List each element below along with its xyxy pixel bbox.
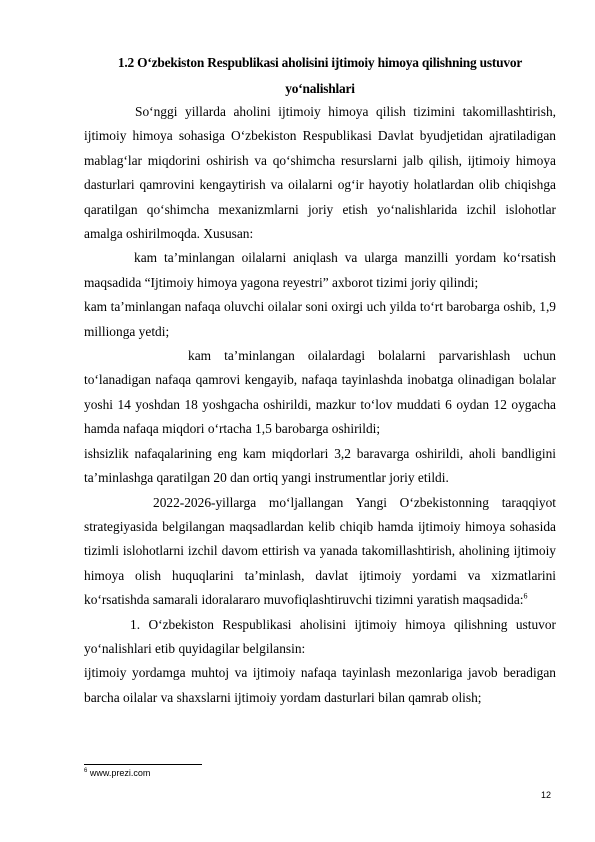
paragraph-child-allowance: kam ta’minlangan oilalardagi bolalarni parvarishlash uchun to‘lanadigan nafaqa qamrovi kengayib, nafaqa tayinlashda inobatga olinadigan bolalar yoshi 14 yoshdan 18 yoshgacha oshirildi, mazkur to‘lov muddati 6 oydan 12 oygacha hamda nafaqa miqdori o‘rtacha 1,5 barobarga oshirildi; [84,348,556,437]
paragraph-coverage: ijtimoiy yordamga muhtoj va ijtimoiy nafaqa tayinlash mezonlariga javob beradigan barcha oilalar va shaxslarni ijtimoiy yordam dasturlari bilan qamrab olish; [84,665,556,705]
footnote-reference: 6 [523,591,528,601]
paragraph-families: kam ta’minlangan nafaqa oluvchi oilalar soni oxirgi uch yilda to‘rt barobarga oshib, 1,9 millionga yetdi; [84,299,556,339]
paragraph-unemployment: ishsizlik nafaqalarining eng kam miqdorlari 3,2 baravarga oshirildi, aholi bandligini ta’minlashga qaratilgan 20 dan ortiq yangi instrumentlar joriy etildi. [84,445,556,486]
paragraph-strategy-text: 2022-2026-yillarga mo‘ljallangan Yangi O‘zbekistonning taraqqiyot strategiyasida belgilangan maqsadlardan kelib chiqib hamda ijtimoiy himoya sohasida tizimli islohotlarni izchil davom ettirish va yanada takomillashtirish, aholining ijtimoiy himoya olish huquqlarini ta’minlash, davlat ijtimoiy yordami va xizmatlarini ko‘rsatishda samarali idoralararo muvofiqlashtiruvchi tizimni yaratish maqsadida: [84,494,556,608]
section-heading-line-1: 1.2 O‘zbekiston Respublikasi aholisini ijtimoiy himoya qilishning ustuvor [117,55,523,70]
page-number: 12 [540,790,551,800]
paragraph-priority-list: 1. O‘zbekiston Respublikasi aholisini ijtimoiy himoya qilishning ustuvor yo‘nalishlari etib quyidagilar belgilansin: [84,616,556,656]
footnote [84,768,150,778]
body-text [84,100,556,710]
paragraph-registry: kam ta’minlangan oilalarni aniqlash va ularga manzilli yordam ko‘rsatish maqsadida “Ijtimoiy himoya yagona reyestri” axborot tizimi joriy qilindi; [84,250,556,290]
paragraph-strategy [84,491,556,613]
paragraph-intro: So‘nggi yillarda aholini ijtimoiy himoya qilish tizimini takomillashtirish, ijtimoiy himoya sohasiga O‘zbekiston Respublikasi Davlat byudjetidan ajratiladigan mablag‘lar miqdorini oshirish va qo‘shimcha resurslarni jalb qilish, ijtimoiy himoya dasturlari qamrovini kengaytirish va oilalarni og‘ir hayotiy holatlardan olib chiqishga qaratilgan qo‘shimcha mexanizmlarni joriy etish yo‘nalishlarida izchil islohotlar amalga oshirilmoqda. Xususan: [84,104,556,242]
footnote-marker: 6 [84,768,88,774]
section-heading-line-2: yo‘nalishlari [285,81,355,96]
footnote-divider [84,764,202,765]
section-heading [84,50,556,102]
footnote-link: www.prezi.com [87,768,151,778]
